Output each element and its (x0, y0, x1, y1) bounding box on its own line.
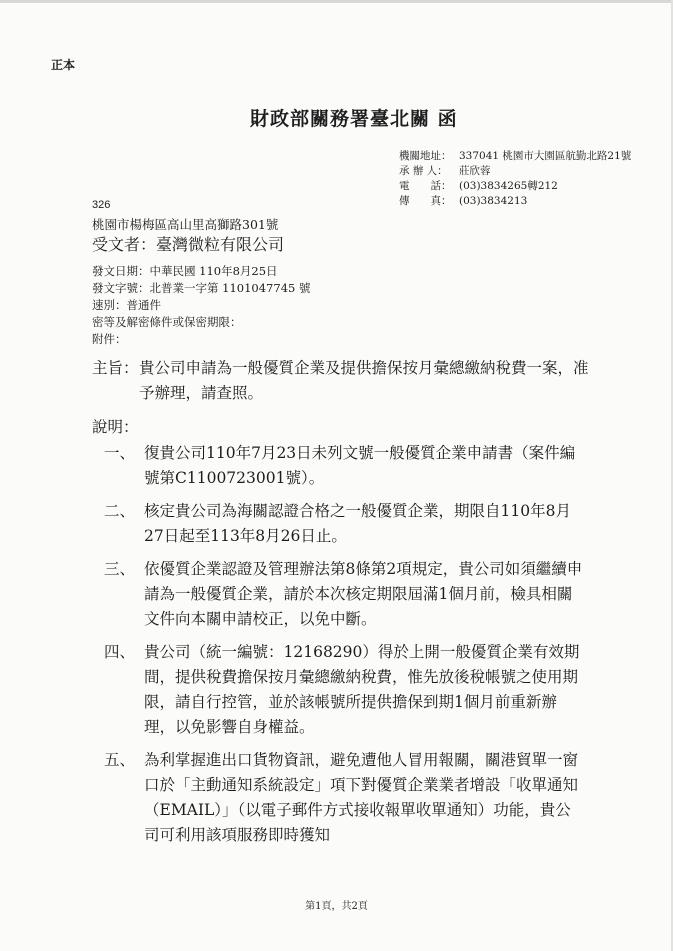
meta-label: 發文日期： (92, 264, 150, 278)
contact-label: 機關地址： (399, 150, 452, 162)
document-title: 財政部關務署臺北關 函 (250, 108, 458, 130)
list-item (104, 441, 594, 491)
meta-row (92, 331, 310, 348)
meta-label: 速別： (92, 298, 127, 312)
contact-label: 傳 真： (399, 195, 452, 207)
document-meta (92, 263, 310, 348)
item-text: 依優質企業認證及管理辦法第8條第2項規定，貴公司如須繼續申請為一般優質企業，請於本次核定期限屆滿1個月前，檢具相關文件向本關申請校正，以免中斷。 (144, 560, 583, 628)
description-list (104, 441, 594, 856)
item-number: 五、 (104, 751, 136, 769)
item-number: 四、 (104, 643, 136, 661)
item-number: 一、 (104, 444, 136, 462)
postcode: 326 (92, 199, 111, 211)
item-text: 核定貴公司為海關認證合格之一般優質企業，期限自110年8月27日起至113年8月26日止。 (144, 502, 571, 545)
meta-row (92, 280, 310, 297)
contact-label: 電 話： (399, 180, 452, 192)
list-item (104, 499, 594, 549)
meta-row (92, 263, 310, 280)
contact-row (399, 194, 631, 209)
contact-value: 莊欣蓉 (459, 165, 491, 177)
page-number: 第1頁，共2頁 (305, 901, 368, 912)
item-text: 貴公司（統一編號：12168290）得於上開一般優質企業有效期間，提供稅費擔保按月彙總繳納稅費，惟先放後稅帳號之使用期限，請自行控管，並於該帳號所提供擔保到期1個月前重新辦理，以免影響自身權益。 (144, 643, 580, 736)
contact-row (399, 179, 631, 194)
description-label: 說明： (92, 418, 139, 436)
copy-mark: 正本 (51, 58, 76, 72)
meta-value: 普通件 (126, 298, 161, 312)
meta-row (92, 314, 310, 331)
item-number: 二、 (104, 502, 136, 520)
item-number: 三、 (104, 560, 136, 578)
meta-label: 密等及解密條件或保密期限： (92, 315, 242, 329)
list-item (104, 748, 594, 848)
recipient-name: 受文者：臺灣微粒有限公司 (92, 235, 285, 254)
scan-edge-top (0, 0, 673, 3)
contact-label: 承 辦 人： (399, 165, 448, 177)
list-item (104, 557, 594, 632)
item-text: 復貴公司110年7月23日未列文號一般優質企業申請書（案件編號第C1100723001號）。 (144, 444, 576, 487)
contact-value: (03)3834213 (459, 195, 528, 207)
contact-row (399, 149, 631, 164)
meta-label: 發文字號： (92, 281, 150, 295)
subject-label: 主旨： (92, 359, 139, 377)
contact-block (399, 149, 631, 209)
subject-text: 貴公司申請為一般優質企業及提供擔保按月彙總繳納稅費一案，准予辦理，請查照。 (139, 359, 589, 402)
contact-value: 337041 桃園市大園區航勤北路21號 (459, 150, 632, 162)
meta-label: 附件： (92, 332, 127, 346)
recipient-address: 桃園市楊梅區高山里高獅路301號 (92, 217, 279, 232)
meta-value: 北普業一字第 1101047745 號 (149, 281, 311, 295)
meta-row (92, 297, 310, 314)
meta-value: 中華民國 110年8月25日 (149, 264, 278, 278)
item-text: 為利掌握進出口貨物資訊，避免遭他人冒用報關，關港貿單一窗口於「主動通知系統設定」項下對優質企業業者增設「收單通知（EMAIL）」（以電子郵件方式接收報單收單通知）功能，貴公司可利用該項服務即時獲知 (144, 751, 579, 844)
list-item (104, 640, 594, 740)
contact-row (399, 164, 631, 179)
contact-value: (03)3834265轉212 (459, 180, 558, 192)
